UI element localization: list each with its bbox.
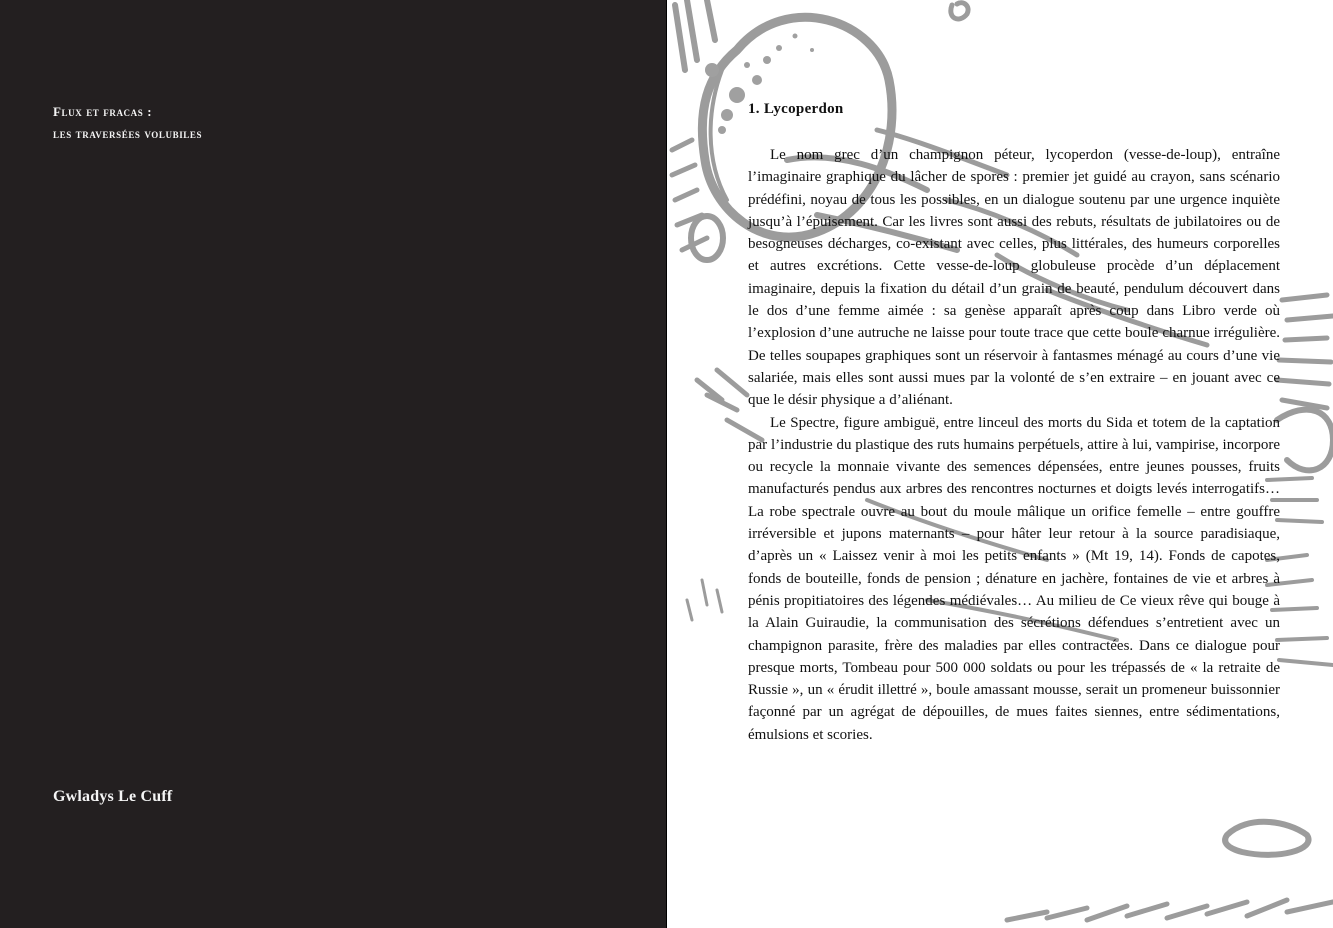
section-title-line-1: Flux et fracas : [53,104,153,119]
body-text [748,144,1280,746]
lower-right-blob [1225,822,1308,855]
top-curl [951,3,968,19]
right-page [667,0,1333,928]
chapter-heading: 1. Lycoperdon [748,101,844,117]
author-name: Gwladys Le Cuff [53,788,173,805]
right-edge-blob [1277,410,1333,471]
bottom-grass-strokes [1007,900,1333,920]
section-title-line-2: les traversées volubiles [53,126,203,141]
spore-dots [705,34,814,135]
section-title [53,101,202,145]
paragraph-1: Le nom grec d’un champignon péteur, lycoperdon (vesse-de-loup), entraîne l’imaginaire graphique du lâcher de spores : premier jet guidé au crayon, sans scénario prédéfini, noyau de tous les possibles, en un dialogue soutenu par une urgence inquiète jusqu’à l’épuisement. Car les livres sont aussi des rebuts, résultats de jubilatoires ou de besogneuses décharges, co-existant avec celles, plus littérales, des humeurs corporelles et autres excrétions. Cette vesse-de-loup globuleuse procède d’un déplacement imaginaire, depuis la fixation du détail d’un grain de beauté, pendulum découvert dans le dos d’une femme aimée : sa genèse apparaît après coup dans Libro verde où l’explosion d’une autruche ne laisse pour toute trace que cette boule charnue irrégulière. De telles soupapes graphiques sont un réservoir à fantasmes ménagé au cours d’une vie salariée, mais elles sont aussi mues par la volonté de s’en extraire – en jouant avec ce que le désir physique a d’aliénant. [748,147,1280,409]
left-lower-strokes [687,580,722,620]
right-edge-hatching [1277,295,1333,408]
left-page [0,0,666,928]
stem-strokes [675,0,715,70]
paragraph-2: Le Spectre, figure ambiguë, entre linceul des morts du Sida et totem de la captation par l’industrie du plastique des ruts humains perpétuels, attire à lui, vampirise, incorpore ou recycle la monnaie vivante des semences dépensées, entre jeunes pousses, fruits manufacturés pendus aux arbres des rencontres nocturnes et doigts levés interrogatifs… La robe spectrale ouvre au bout du moule mâlique un orifice femelle – entre gouffre irréversible et jupons maternants – pour hâter leur retour à la source paradisiaque, d’après un « Laissez venir à moi les petits enfants » (Mt 19, 14). Fonds de capotes, fonds de bouteille, fonds de pension ; dénature en jachère, fontaines de vie et arbres à pénis propitiatoires des légendes médiévales… Au milieu de Ce vieux rêve qui bouge à la Alain Guiraudie, la communisation des sécrétions défendues s’entretient avec un champignon parasite, frère des maladies par elles contractées. Dans ce dialogue pour presque morts, Tombeau pour 500 000 soldats ou pour les trépassés de « la retraite de Russie », un « érudit illettré », boule amassant mousse, serait un promeneur buissonnier façonné par un agrégat de dépouilles, de mues faites siennes, entre sédimentations, émulsions et scories. [748,414,1280,743]
